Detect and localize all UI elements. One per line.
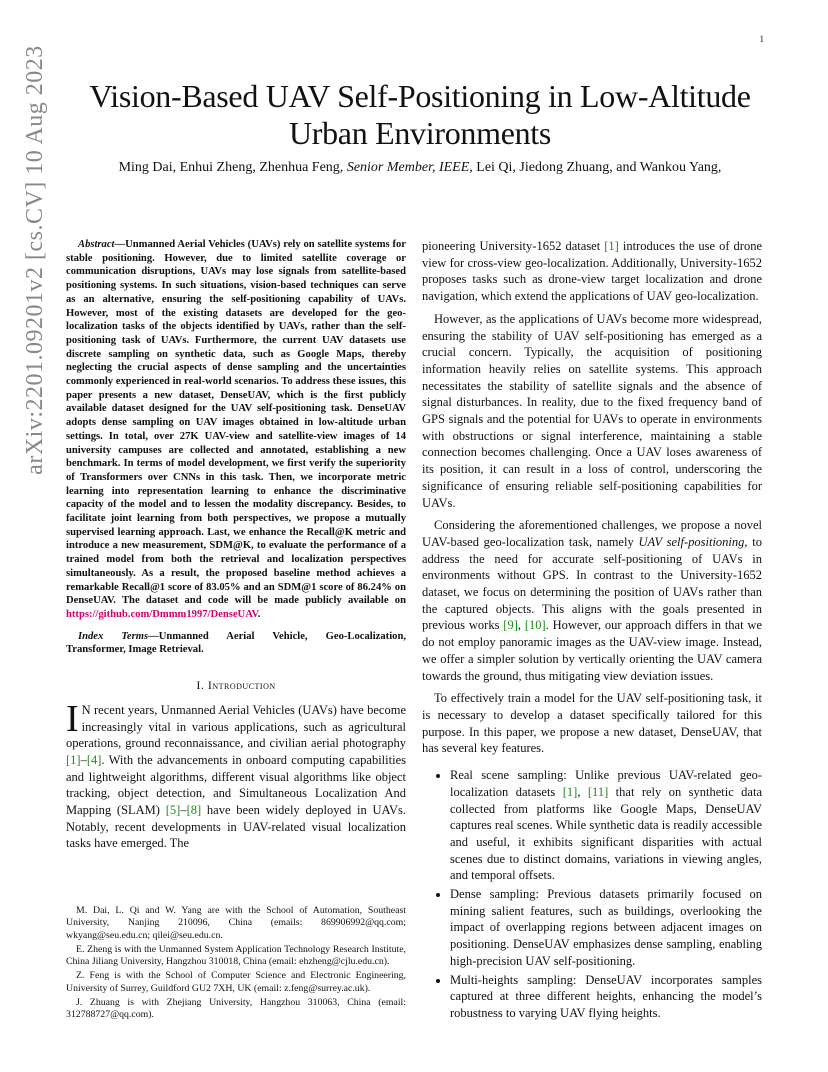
github-link[interactable]: https://github.com/Dmmm1997/DenseUAV	[66, 608, 258, 620]
section-title: Introduction	[207, 678, 276, 693]
right-paragraph-3	[422, 517, 762, 684]
abstract-body: —Unmanned Aerial Vehicles (UAVs) rely on satellite systems for stable positioning. However, due to limited satellite coverage or communication disruptions, UAVs may lose signals from satellite-based positioning systems. In such situations, vision-based techniques can serve as an alternative, ensuring the self-positioning capability of UAVs. However, most of the existing datasets are developed for the geo-localization tasks of the objects identified by UAVs, rather than the self-positioning task of UAVs. Furthermore, the current UAV datasets use discrete sampling on synthetic data, such as Google Maps, thereby neglecting the crucial aspects of dense sampling and the uncertainties commonly experienced in real-world scenarios. To address these issues, this paper presents a new dataset, DenseUAV, which is the first publicly available dataset designed for the UAV self-positioning task. DenseUAV adopts dense sampling on UAV images obtained in low-altitude urban settings. In total, over 27K UAV-view and satellite-view images of 14 university campuses are collected and annotated, establishing a new benchmark. In terms of model development, we first verify the superiority of Transformers over CNNs in this task. Then, we incorporate metric learning into representation learning to enhance the discriminative capacity of the model and to lessen the modality discrepancy. Besides, to facilitate joint learning from both perspectives, we propose a mutually supervised learning approach. Last, we enhance the Recall@K metric and introduce a new measurement, SDM@K, to evaluate the performance of a trained model from both the retrieval and localization perspectives simultaneously. As a result, the proposed baseline method achieves a remarkable Recall@1 score of 83.05% and an SDM@1 score of 86.24% on DenseUAV. The dataset and code will be made publicly available on	[66, 239, 406, 607]
right-text-3b: , to address the need for accurate self-positioning of UAVs in environments without GPS. In contrast to the University-1652 dataset, we focus on determining the position of UAVs rather than the captured objects. This aligns with the goals presented in previous works	[422, 534, 762, 633]
left-column	[66, 238, 406, 852]
citation-10[interactable]: [10]	[524, 618, 546, 633]
page-number: 1	[759, 34, 764, 44]
citation-1-right[interactable]: [1]	[604, 239, 619, 253]
citation-5[interactable]: [5]	[165, 803, 181, 818]
citation-11[interactable]: [11]	[587, 784, 609, 799]
right-column	[422, 238, 762, 1024]
bullet-1-text-b: that rely on synthetic data collected from platforms like Google Maps, DenseUAV captures real scenes. While synthetic data is readily accessible and useful, it exhibits significant disparities with actual scenes due to distinct domains, variations in viewing angles, and temporal offsets.	[450, 784, 762, 883]
authors-part-2: , Lei Qi, Jiedong Zhuang, and Wankou Yang,	[469, 160, 722, 175]
intro-text-a: N recent years, Unmanned Aerial Vehicles (UAVs) have become increasingly vital in various applications, such as agricultural operations, ground reconnaissance, and civilian aerial photography	[66, 702, 406, 751]
bullet-1-text-a: Real scene sampling: Unlike previous UAV-related geo-localization datasets	[450, 768, 762, 799]
index-terms-body: —Unmanned Aerial Vehicle, Geo-Localization, Transformer, Image Retrieval.	[66, 630, 406, 656]
right-text-3a: Considering the aforementioned challenges, we propose a novel UAV-based geo-localization task, namely	[422, 518, 762, 549]
footnote-affiliation-4: J. Zhuang is with Zhejiang University, Hangzhou 310063, China (email: 312788727@qq.com).	[66, 997, 406, 1021]
dash-1: –	[80, 752, 87, 767]
right-text-1a: pioneering University-1652 dataset	[422, 239, 605, 253]
bullet-1-comma: ,	[577, 784, 588, 799]
footnote-affiliation-3: Z. Feng is with the School of Computer Science and Electronic Engineering, University of Surrey, Guildford GU2 7XH, UK (email: z.feng@surrey.ac.uk).	[66, 970, 406, 994]
abstract-label: Abstract	[78, 239, 115, 250]
feature-multi-heights-sampling: • Multi-heights sampling: DenseUAV incorporates samples captured at three different heights, enhancing the model’s robustness to varying UAV flying heights.	[450, 972, 762, 1022]
title-line-2: Urban Environments	[288, 115, 552, 151]
intro-text-c: have been widely deployed in UAVs. Notably, recent developments in UAV-related visual localization tasks have emerged. The	[66, 803, 406, 851]
task-name-emphasis: UAV self-positioning	[638, 534, 745, 549]
arxiv-identifier-watermark: arXiv:2201.09201v2 [cs.CV] 10 Aug 2023	[22, 45, 48, 475]
citation-1[interactable]: [1]	[66, 752, 81, 767]
abstract	[66, 238, 406, 622]
intro-text-b: . With the advancements in onboard computing capabilities and lightweight algorithms, different visual algorithms like object tracking, object detection, and Simultaneous Localization And Mapping (SLAM)	[66, 752, 406, 818]
index-terms	[66, 630, 406, 657]
footnote-affiliation-2: E. Zheng is with the Unmanned System Application Technology Research Institute, China Jiliang University, Hangzhou 310018, China (email: ehzheng@cjlu.edu.cn).	[66, 943, 406, 968]
citation-1-bullet[interactable]: [1]	[562, 784, 578, 799]
footnotes	[66, 905, 406, 1024]
intro-paragraph-1	[66, 697, 406, 852]
drop-cap: I	[66, 697, 79, 740]
dash-2: –	[180, 803, 187, 818]
title-line-1: Vision-Based UAV Self-Positioning in Low-Altitude	[89, 78, 751, 114]
right-text-3c: . However, our approach differs in that we do not employ panoramic images as the UAV-view image. Instead, we offer a simpler solution by vertically orienting the UAV camera towards the ground, thus mitigating view deviation issues.	[422, 618, 762, 683]
right-paragraph-4: To effectively train a model for the UAV self-positioning task, it is necessary to develop a dataset specifically tailored for this purpose. In this paper, we propose a new dataset, DenseUAV, that has several key features.	[422, 691, 762, 756]
footnote-affiliation-1: M. Dai, L. Qi and W. Yang are with the School of Automation, Southeast University, Nanjing 210096, China (emails: 869906992@qq.com; wkyang@seu.edu.cn; qilei@seu.edu.cn.	[66, 905, 406, 941]
index-terms-label: Index Terms	[78, 630, 149, 642]
feature-real-scene-sampling	[450, 767, 762, 884]
abstract-end: .	[257, 608, 261, 620]
citation-8[interactable]: [8]	[186, 803, 202, 818]
right-paragraph-1	[422, 238, 762, 305]
right-text-1b: introduces the use of drone view for cross-view geo-localization. Additionally, University-1652 proposes tasks such as drone-view target localization and drone navigation, which extend the applications of UAV geo-localization.	[422, 239, 762, 304]
authors-part-1: Ming Dai, Enhui Zheng, Zhenhua Feng,	[118, 160, 347, 175]
author-role: Senior Member, IEEE	[346, 160, 470, 175]
section-number: I.	[196, 678, 208, 693]
citation-9[interactable]: [9]	[503, 618, 518, 633]
feature-dense-sampling: • Dense sampling: Previous datasets primarily focused on mining salient features, such as buildings, overlooking the impact of overlapping regions between adjacent images on positioning. DenseUAV emphasizes dense sampling, enabling high-precision UAV self-positioning.	[450, 886, 762, 970]
right-comma: ,	[517, 618, 525, 633]
right-paragraph-2: However, as the applications of UAVs become more widespread, ensuring the stability of UAV self-positioning has emerged as a crucial concern. Typically, the acquisition of positioning information heavily relies on satellite systems. This approach necessitates the stability of satellite signals and the absence of signal disturbances. In reality, due to the fixed frequency band of GPS signals and the potential for UAVs to operate in environments with obstructions or signal interference, maintaining a stable connection becomes challenging. Once a UAV loses awareness of its position, it can result in a loss of control, underscoring the significance of ensuring reliable self-positioning capabilities for UAVs.	[422, 311, 762, 510]
author-list	[40, 160, 800, 176]
citation-4[interactable]: [4]	[86, 752, 102, 767]
feature-list	[422, 767, 762, 1022]
section-heading-introduction	[66, 677, 406, 694]
paper-title	[40, 78, 800, 152]
